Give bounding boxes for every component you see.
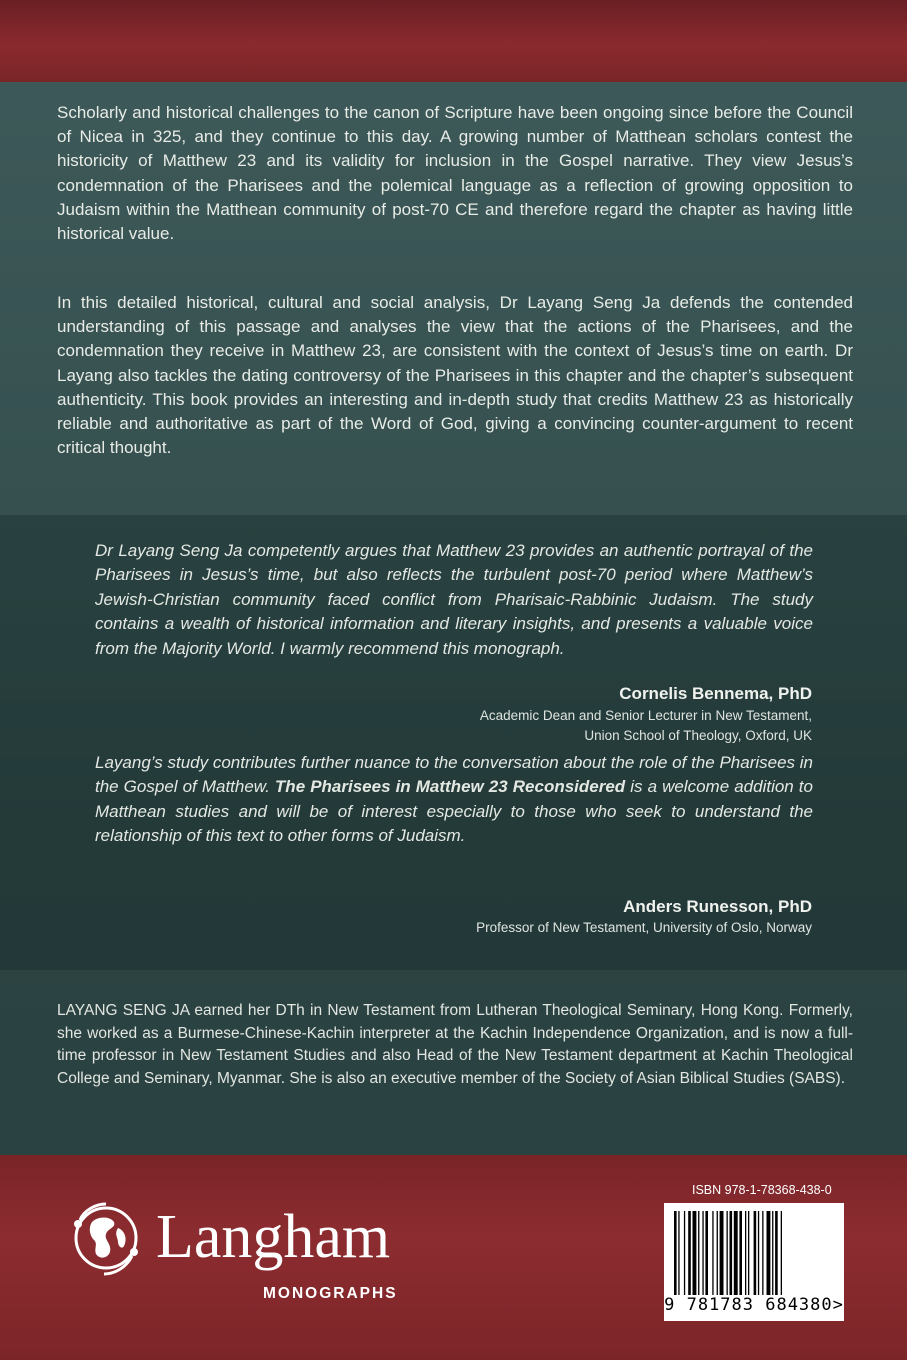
barcode-bar [674, 1211, 677, 1295]
barcode-bar [727, 1211, 728, 1295]
barcode-bar [739, 1211, 742, 1295]
publisher-imprint: MONOGRAPHS [263, 1285, 398, 1302]
barcode-bar [772, 1211, 773, 1295]
endorser-role-1-line-1: Academic Dean and Senior Lecturer in New Testament, [479, 708, 812, 723]
endorser-role-2: Professor of New Testament, University of Oslo, Norway [476, 920, 812, 935]
barcode-bar [678, 1211, 679, 1295]
book-title-in-quote: The Pharisees in Matthew 23 Reconsidered [274, 777, 626, 797]
barcode-digits [664, 1295, 844, 1315]
barcode-bar [762, 1211, 763, 1295]
globe-world-icon [66, 1198, 146, 1278]
barcode-bar [702, 1211, 703, 1295]
publisher-name: Langham [156, 1203, 391, 1271]
barcode-bar [688, 1211, 691, 1295]
barcode-bar [775, 1211, 778, 1295]
blurb-paragraph-2: In this detailed historical, cultural and social analysis, Dr Layang Seng Ja defends the contended understanding of this passage and analyses the view that the actions of the Pharisees, and the condemnation they receive in Matthew 23, are consistent with the context of Jesus’s time on earth. Dr Layang also tackles the dating controversy of the Pharisees in this chapter and the chapter’s subsequent authenticity. This book provides an interesting and in-depth study that credits Matthew 23 as historically reliable and authoritative as part of the Word of God, giving a convincing counter-argument to recent critical thought. [57, 293, 853, 458]
barcode-bar [781, 1211, 782, 1295]
barcode-bar [745, 1211, 746, 1295]
barcode [664, 1203, 844, 1321]
endorser-name-1: Cornelis Bennema, PhD [619, 684, 812, 703]
barcode-bars [672, 1211, 836, 1295]
barcode-arrow: > [832, 1295, 844, 1315]
endorsement-quote-2-end: is a welcome addition to Matthean studies and will be of interest especially to those who seek to understand the relationship of this text to other forms of Judaism. [95, 777, 813, 846]
endorser-name-2: Anders Runesson, PhD [623, 897, 812, 916]
barcode-bar [705, 1211, 708, 1295]
endorsement-quote-1: Dr Layang Seng Ja competently argues that Matthew 23 provides an authentic portrayal of the Pharisees in Jesus’s time, but also reflects the turbulent post-70 period where Matthew’s Jewish-Christian community faced conflict from Pharisaic-Rabbinic Judaism. The study contains a wealth of historical information and literary insights, and presents a valuable voice from the Majority World. I warmly recommend this monograph. [95, 541, 813, 658]
isbn-label: ISBN 978-1-78368-438-0 [692, 1183, 832, 1197]
endorsement-quote-2-start: Layang’s study contributes further nuance to the conversation about the role of the Pharisees in the Gospel of Matthew. [95, 753, 813, 797]
barcode-bar [734, 1211, 738, 1295]
barcode-bar [730, 1211, 733, 1295]
endorsement-quote-2 [95, 751, 813, 849]
barcode-bar [767, 1211, 771, 1295]
blurb-paragraph-1: Scholarly and historical challenges to the canon of Scripture have been ongoing since before the Council of Nicea in 325, and they continue to this day. A growing number of Matthean scholars contest the historicity of Matthew 23 and its validity for inclusion in the Gospel narrative. They view Jesus’s condemnation of the Pharisees and the polemical language as a reflection of growing opposition to Judaism within the Matthean community of post-70 CE and therefore regard the chapter as having little historical value. [57, 103, 853, 244]
endorser-role-1-line-2: Union School of Theology, Oxford, UK [584, 728, 812, 743]
endorser-role-1 [480, 706, 812, 746]
barcode-bar [717, 1211, 718, 1295]
barcode-bar [758, 1211, 759, 1295]
barcode-bar [693, 1211, 697, 1295]
barcode-number: 9 781783 684380 [664, 1295, 833, 1315]
barcode-bar [720, 1211, 724, 1295]
barcode-bar [684, 1211, 685, 1295]
barcode-bar [748, 1211, 749, 1295]
barcode-bar [712, 1211, 713, 1295]
author-bio: LAYANG SENG JA earned her DTh in New Testament from Lutheran Theological Seminary, Hong Kong. Formerly, she worked as a Burmese-Chinese-Kachin interpreter at the Kachin Independence Organization, and is now a full-time professor in New Testament Studies and also Head of the New Testament department at Kachin Theological College and Seminary, Myanmar. She is also an executive member of the Society of Asian Biblical Studies (SABS). [57, 1002, 853, 1087]
barcode-bar [754, 1211, 757, 1295]
publisher-logo [66, 1198, 436, 1308]
top-red-band [0, 0, 907, 82]
barcode-bar [698, 1211, 699, 1295]
